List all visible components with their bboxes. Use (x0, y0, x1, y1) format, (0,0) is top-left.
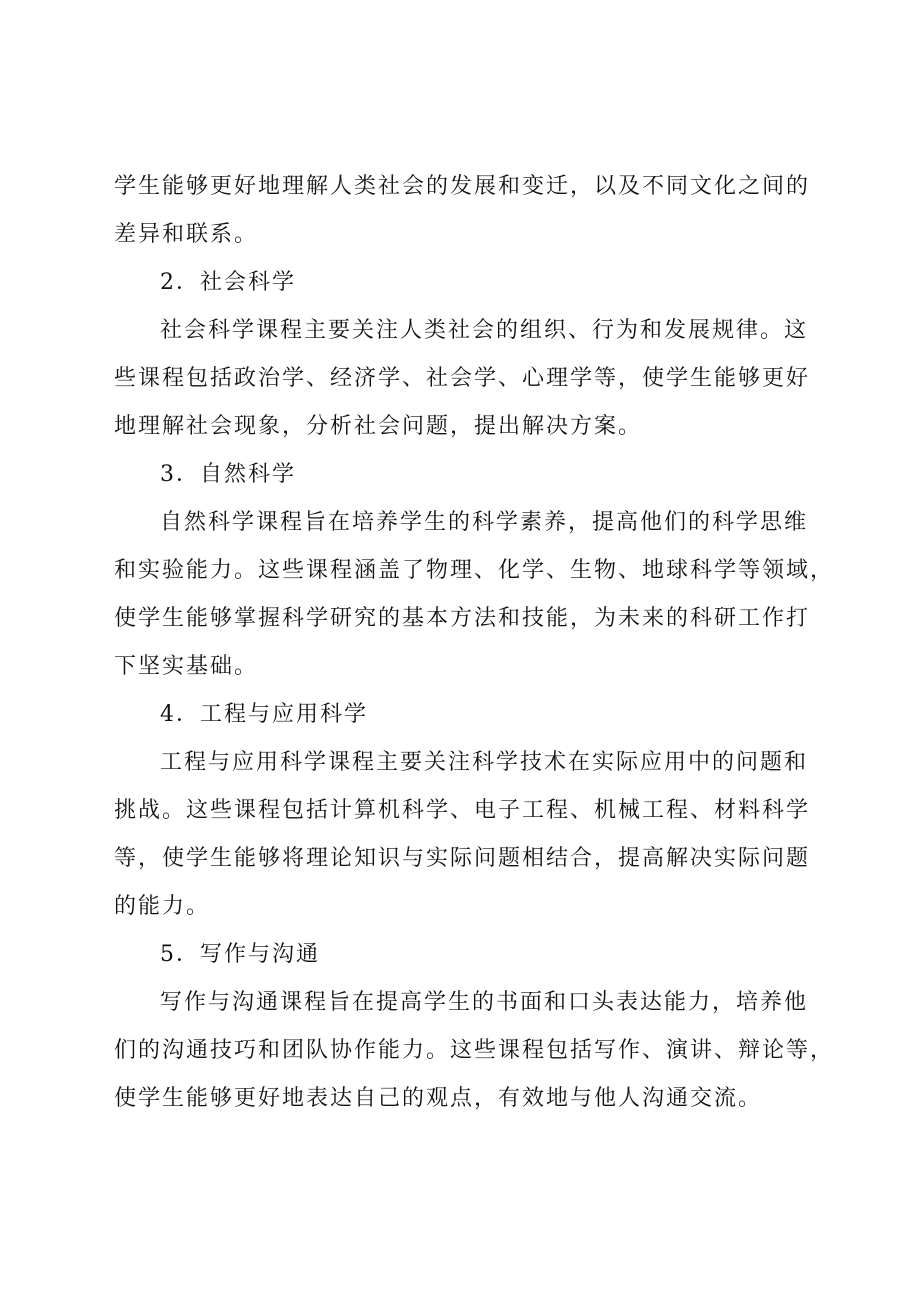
paragraph-line: 写作与沟通课程旨在提高学生的书面和口头表达能力，培养他 (160, 990, 809, 1015)
section-heading-natural-science: 3．自然科学 (160, 462, 296, 487)
paragraph-line: 使学生能够掌握科学研究的基本方法和技能，为未来的科研工作打 (114, 606, 811, 631)
section-heading-writing: 5．写作与沟通 (160, 942, 320, 967)
section-heading-engineering: 4．工程与应用科学 (160, 702, 368, 727)
paragraph-line: 挑战。这些课程包括计算机科学、电子工程、机械工程、材料科学 (114, 798, 811, 823)
paragraph-line: 学生能够更好地理解人类社会的发展和变迁，以及不同文化之间的 (114, 174, 811, 199)
paragraph-line: 自然科学课程旨在培养学生的科学素养，提高他们的科学思维 (160, 510, 809, 535)
paragraph-line: 和实验能力。这些课程涵盖了物理、化学、生物、地球科学等领域， (114, 558, 835, 583)
paragraph-line: 下坚实基础。 (114, 654, 259, 679)
paragraph-line: 些课程包括政治学、经济学、社会学、心理学等，使学生能够更好 (114, 366, 811, 391)
section-heading-social-science: 2．社会科学 (160, 270, 296, 295)
paragraph-line: 等，使学生能够将理论知识与实际问题相结合，提高解决实际问题 (114, 846, 811, 871)
paragraph-line: 们的沟通技巧和团队协作能力。这些课程包括写作、演讲、辩论等， (114, 1038, 835, 1063)
paragraph-line: 的能力。 (114, 894, 211, 919)
paragraph-line: 社会科学课程主要关注人类社会的组织、行为和发展规律。这 (160, 318, 809, 343)
paragraph-line: 差异和联系。 (114, 222, 259, 247)
paragraph-line: 使学生能够更好地表达自己的观点，有效地与他人沟通交流。 (114, 1086, 763, 1111)
paragraph-line: 工程与应用科学课程主要关注科学技术在实际应用中的问题和 (160, 750, 809, 775)
paragraph-line: 地理解社会现象，分析社会问题，提出解决方案。 (114, 414, 643, 439)
